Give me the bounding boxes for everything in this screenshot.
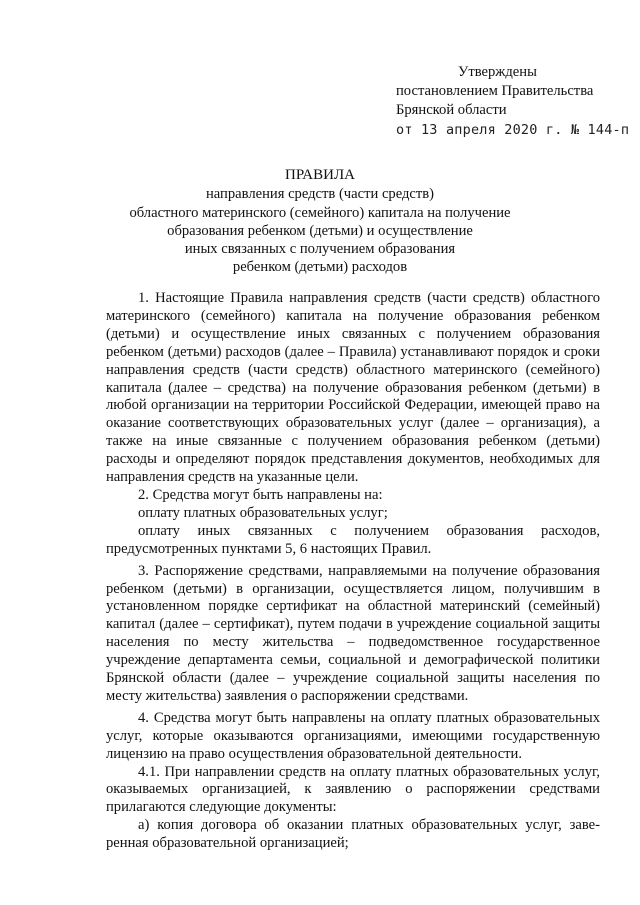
paragraph-1: 1. Настоящие Правила направления средств (части средств) областного материнского (семейного) капитала на получение образования ребенком (детьми) и осуществление иных связанных с получением образования ребенком (детьми) расходов (далее – Правила) устанавливают порядок и сроки направления средств (части средств) областного материнского (семейного) капитала (далее – средства) на получение образования ребенком (детьми) в любой организации на территории Российской Федерации, имеющей право на оказание соответствующих образовательных услуг (далее – организация), а также на иные связанные с получением образования ребенком (детьми) расходы и определяют порядок представления документов, необходимых для направления средств на указанные цели. — [106, 290, 600, 486]
title-main: ПРАВИЛА — [285, 167, 355, 183]
document-title — [90, 166, 550, 277]
title-line: областного материнского (семейного) капитала на получение — [129, 204, 511, 221]
approval-date-line: от 13 апреля 2020 г. № 144-п — [396, 122, 630, 138]
paragraph-4-1-a: а) копия договора об оказании платных образовательных услуг, заверенная образовательной организацией; — [106, 817, 600, 852]
paragraph-4-1: 4.1. При направлении средств на оплату платных образовательных услуг, оказываемых организацией, к заявлению о распоряжении средствами прилагаются следующие документы: — [106, 763, 600, 816]
title-line: направления средств (части средств) — [205, 186, 435, 203]
approval-line-1: Утверждены — [458, 64, 537, 80]
paragraph-3: 3. Распоряжение средствами, направляемыми на получение образования ребенком (детьми) в организации, осуществляется лицом, получившим в установленном порядке сертификат на областной материнский (семейный) капитал (далее – сертификат), путем подачи в учреждение социальной защиты населения по месту жительства – подведомственное государственное учреждение департамента семьи, социальной и демографической политики Брянской области (далее – учреждение социальной защиты населения по месту жительства) заявления о распоряжении средствами. — [106, 562, 600, 704]
document-body — [106, 290, 600, 853]
title-line: ребенком (детьми) расходов — [232, 259, 408, 276]
approval-line-3: Брянской области — [396, 102, 507, 118]
title-line: иных связанных с получением образования — [184, 241, 456, 258]
paragraph-2-item-2: оплату иных связанных с получением образования расходов, предусмотренных пунктами 5, 6 настоящих Правил. — [106, 522, 600, 557]
approval-block — [396, 63, 629, 140]
title-line: образования ребенком (детьми) и осуществление — [167, 222, 473, 239]
approval-line-2: постановлением Правительства — [396, 83, 594, 99]
paragraph-2-item-1: оплату платных образовательных услуг; — [138, 504, 388, 521]
paragraph-2: 2. Средства могут быть направлены на: — [138, 486, 383, 503]
paragraph-4: 4. Средства могут быть направлены на оплату платных образовательных услуг, которые оказываются организациями, имеющими государственную лицензию на право осуществления образовательной деятельности. — [106, 709, 600, 762]
